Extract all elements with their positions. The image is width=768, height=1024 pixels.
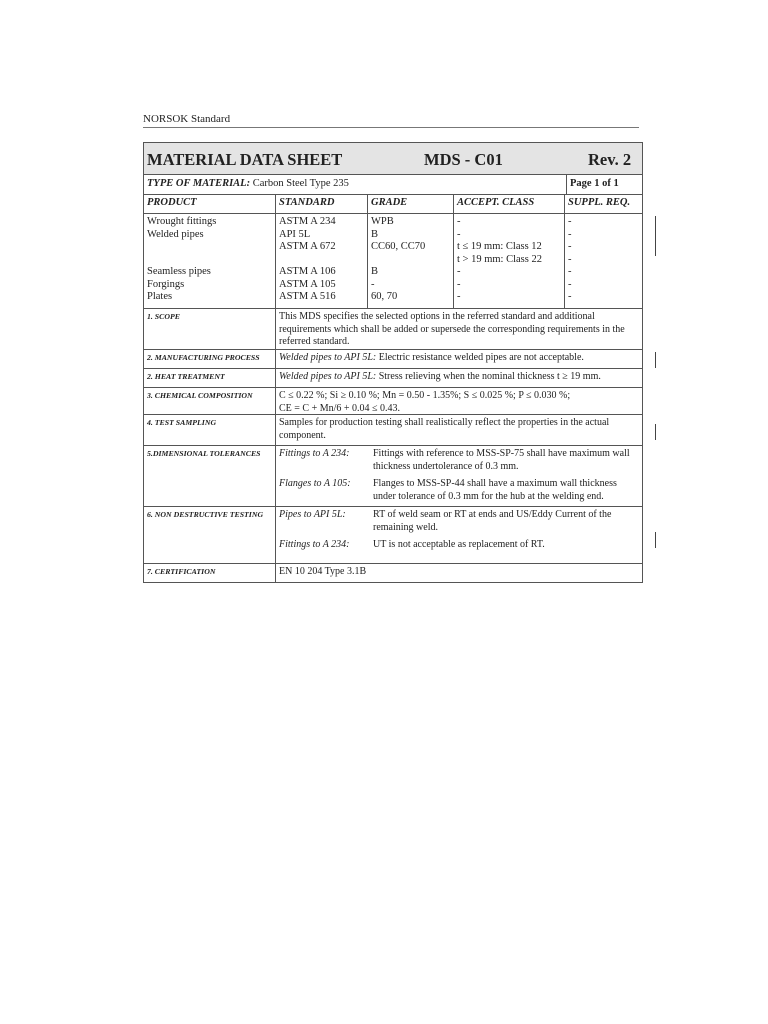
ndt-fittings-text: UT is not acceptable as replacement of RT. <box>373 539 545 550</box>
table-cell: - <box>568 216 572 227</box>
sampling-label: 4. TEST SAMPLING <box>144 415 276 445</box>
material-data-sheet <box>143 142 643 583</box>
header-grade: GRADE <box>368 195 454 213</box>
dimensional-fittings <box>279 448 639 473</box>
manufacturing-prefix: Welded pipes to API 5L: <box>279 352 377 363</box>
table-cell: API 5L <box>279 228 311 240</box>
ndt-pipes-key: Pipes to API 5L: <box>279 509 346 520</box>
manufacturing-row <box>144 350 642 369</box>
header-suppl-req: SUPPL. REQ. <box>568 197 631 208</box>
ndt-label: 6. NON DESTRUCTIVE TESTING <box>144 507 276 563</box>
table-cell: B <box>371 228 379 240</box>
sheet-title-row <box>144 143 642 175</box>
scope-row <box>144 309 642 350</box>
material-type-row <box>144 175 642 195</box>
dimensional-flanges-key: Flanges to A 105: <box>279 478 351 489</box>
table-cell: - <box>457 291 461 302</box>
page-number: Page 1 of 1 <box>566 175 640 195</box>
table-cell: Plates <box>147 291 173 302</box>
table-cell: Wrought fittings <box>147 216 217 227</box>
requirements-table <box>144 309 642 582</box>
table-cell: CC60, CC70 <box>371 241 426 252</box>
table-cell: - <box>457 278 461 290</box>
revision-bar <box>655 216 656 256</box>
table-cell: - <box>568 278 572 290</box>
scope-label: 1. SCOPE <box>144 309 276 349</box>
table-cell <box>147 254 272 267</box>
table-cell: ASTM A 516 <box>279 291 336 302</box>
chemical-row <box>144 388 642 415</box>
material-type <box>147 178 349 189</box>
header-standard: STANDARD <box>276 195 368 213</box>
ndt-pipes-text: RT of weld seam or RT at ends and US/Eddy Current of the remaining weld. <box>373 509 612 533</box>
dimensional-fittings-text: Fittings with reference to MSS-SP-75 shall have maximum wall thickness undertolerance of 0.3 mm. <box>373 448 630 472</box>
product-table-header <box>144 195 642 214</box>
dimensional-label: 5.DIMENSIONAL TOLERANCES <box>144 446 276 506</box>
dimensional-row <box>144 446 642 507</box>
table-cell: 60, 70 <box>371 291 398 302</box>
heat-treatment-text <box>276 369 642 387</box>
sheet-code: MDS - C01 <box>424 150 503 169</box>
revision-bar <box>655 424 656 440</box>
certification-text: EN 10 204 Type 3.1B <box>279 566 367 577</box>
product-table <box>144 195 642 309</box>
table-cell <box>147 241 272 254</box>
ndt-fittings <box>279 539 639 552</box>
table-cell: - <box>568 266 572 277</box>
dimensional-fittings-key: Fittings to A 234: <box>279 448 350 459</box>
product-column <box>144 214 276 308</box>
product-table-body <box>144 214 642 308</box>
heat-treatment-row <box>144 369 642 388</box>
table-cell: WPB <box>371 216 394 227</box>
header-product: PRODUCT <box>144 195 276 213</box>
manufacturing-label: 2. MANUFACTURING PROCESS <box>144 350 276 368</box>
certification-label: 7. CERTIFICATION <box>144 564 276 582</box>
chemical-label: 3. CHEMICAL COMPOSITION <box>144 388 276 414</box>
table-cell: Forgings <box>147 278 185 290</box>
table-cell <box>371 254 450 267</box>
material-type-value: Carbon Steel Type 235 <box>252 178 349 189</box>
table-cell: Seamless pipes <box>147 266 211 277</box>
sampling-text: Samples for production testing shall realistically reflect the properties in the actual component. <box>279 417 610 441</box>
accept-class-column <box>454 214 565 308</box>
material-type-label: TYPE OF MATERIAL: <box>147 178 251 189</box>
scope-text: This MDS specifies the selected options in the referred standard and additional requirements which shall be added or supersede the corresponding requirements in the referred standard. <box>279 311 625 347</box>
table-cell: ASTM A 105 <box>279 278 336 290</box>
table-cell: - <box>568 241 572 252</box>
heat-treatment-body: Stress relieving when the nominal thickness t ≥ 19 mm. <box>378 371 601 382</box>
table-cell: - <box>568 291 572 302</box>
chemical-text <box>276 388 642 414</box>
certification-row <box>144 564 642 582</box>
chemical-line-1: C ≤ 0.22 %; Si ≥ 0.10 %; Mn = 0.50 - 1.35%; S ≤ 0.025 %; P ≤ 0.030 %; <box>279 390 571 401</box>
table-cell: t ≤ 19 mm: Class 12 <box>457 241 542 252</box>
table-cell: ASTM A 672 <box>279 241 336 252</box>
dimensional-flanges <box>279 478 639 503</box>
ndt-pipes <box>279 509 639 534</box>
table-cell: B <box>371 266 379 277</box>
heat-treatment-prefix: Welded pipes to API 5L: <box>279 371 377 382</box>
table-cell: ASTM A 234 <box>279 216 336 227</box>
table-cell: - <box>457 228 461 240</box>
page-header: NORSOK Standard <box>143 113 639 128</box>
ndt-fittings-key: Fittings to A 234: <box>279 539 350 550</box>
ndt-text <box>276 507 642 563</box>
sampling-row <box>144 415 642 446</box>
table-cell: - <box>568 228 572 240</box>
revision-bar <box>655 352 656 368</box>
sheet-title: MATERIAL DATA SHEET <box>147 150 343 169</box>
header-accept-class: ACCEPT. CLASS <box>454 195 565 213</box>
standard-column <box>276 214 368 308</box>
table-cell: ASTM A 106 <box>279 266 336 277</box>
table-cell: Welded pipes <box>147 228 204 240</box>
manufacturing-body: Electric resistance welded pipes are not acceptable. <box>378 352 584 363</box>
table-cell: - <box>457 216 461 227</box>
table-cell: - <box>568 253 572 265</box>
manufacturing-text <box>276 350 642 368</box>
heat-treatment-label: 2. HEAT TREATMENT <box>144 369 276 387</box>
table-cell: - <box>457 266 461 277</box>
table-cell: - <box>371 278 375 290</box>
table-cell <box>279 254 364 267</box>
dimensional-text <box>276 446 642 506</box>
grade-column <box>368 214 454 308</box>
table-cell: t > 19 mm: Class 22 <box>457 253 542 265</box>
revision-bar <box>655 532 656 548</box>
dimensional-flanges-text: Flanges to MSS-SP-44 shall have a maximum wall thickness under tolerance of 0.3 mm for the hub at the welding end. <box>373 478 617 502</box>
ndt-row <box>144 507 642 564</box>
suppl-req-column <box>565 214 642 308</box>
chemical-line-2: CE = C + Mn/6 + 0.04 ≤ 0.43. <box>279 402 401 414</box>
sheet-revision: Rev. 2 <box>588 150 632 169</box>
